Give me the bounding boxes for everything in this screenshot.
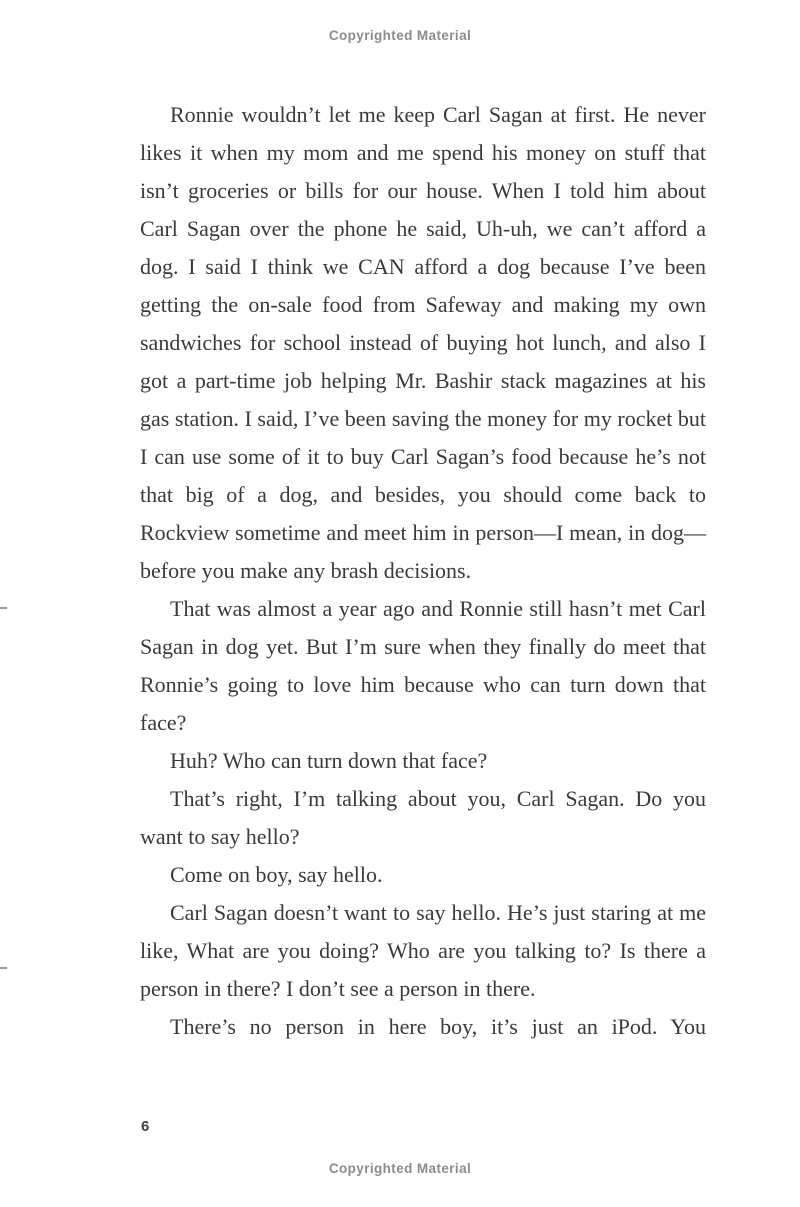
copyright-notice-bottom: Copyrighted Material [328,1161,472,1176]
paragraph: That’s right, I’m talking about you, Carl Sagan. Do you want to say hello? [140,786,706,849]
scan-edge-mark [0,967,7,969]
paragraph: Ronnie wouldn’t let me keep Carl Sagan at first. He never likes it when my mom and me spend his money on stuff that isn’t groceries or bills for our house. When I told him about Carl Sagan over the phone he said, Uh-uh, we can’t afford a dog. I said I think we CAN afford a dog because I’ve been getting the on-sale food from Safeway and making my own sandwiches for school instead of buying hot lunch, and also I got a part-time job helping Mr. Bashir stack magazines at his gas station. I said, I’ve been saving the money for my rocket but I can use some of it to buy Carl Sagan’s food because he’s not that big of a dog, and besides, you should come back to Rockview sometime and meet him in person—I mean, in dog—before you make any brash decisions. [140,102,706,583]
paragraph: Carl Sagan doesn’t want to say hello. He’s just staring at me like, What are you doing? Who are you talking to? Is there a person in there? I don’t see a person in there. [140,900,706,1001]
paragraph: There’s no person in here boy, it’s just an iPod. You [170,1014,706,1039]
copyright-notice-top: Copyrighted Material [328,28,472,43]
paragraph: Huh? Who can turn down that face? [170,748,488,773]
body-text [140,96,706,1046]
scan-edge-mark [0,607,7,609]
page-number: 6 [141,1118,150,1135]
paragraph: That was almost a year ago and Ronnie still hasn’t met Carl Sagan in dog yet. But I’m sure when they finally do meet that Ronnie’s going to love him because who can turn down that face? [140,596,706,735]
paragraph: Come on boy, say hello. [170,862,383,887]
